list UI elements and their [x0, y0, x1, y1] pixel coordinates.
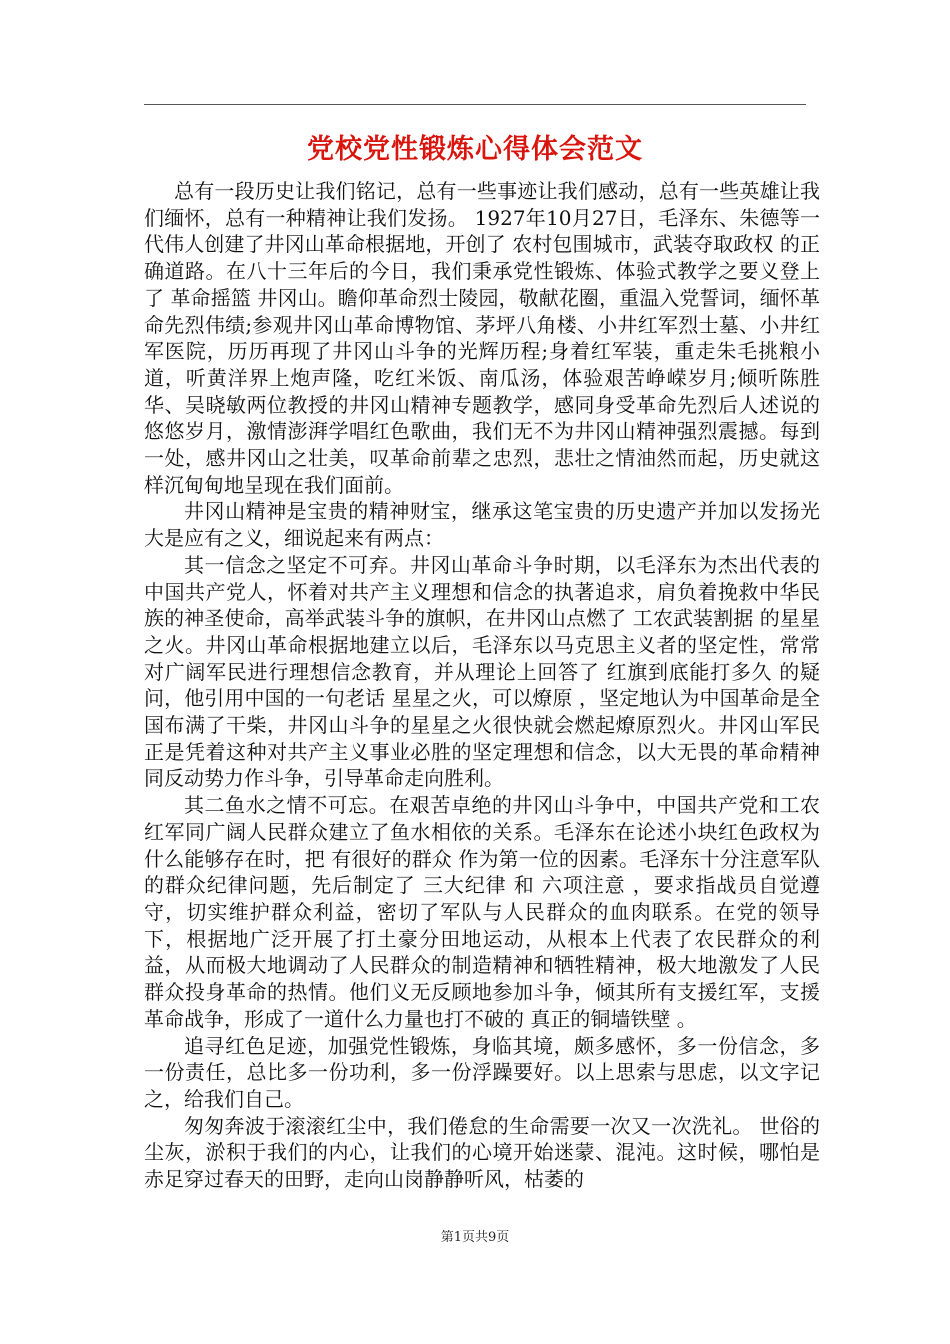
paragraph: 追寻红色足迹，加强党性锻炼，身临其境，颇多感怀，多一份信念，多一份责任，总比多一份功利，多一份浮躁要好。以上思索与思虑，以文字记之，给我们自己。	[144, 1033, 820, 1111]
document-body	[144, 178, 820, 1196]
paragraph: 总有一段历史让我们铭记，总有一些事迹让我们感动，总有一些英雄让我们缅怀，总有一种精神让我们发扬。 1927年10月27日，毛泽东、朱德等一代伟人创建了井冈山革命根据地，开创了 农村包围城市，武装夺取政权 的正确道路。在八十三年后的今日，我们秉承党性锻炼、体验式教学之要义登上了 革命摇篮 井冈山。瞻仰革命烈士陵园，敬献花圈，重温入党誓词，缅怀革命先烈伟绩;参观井冈山革命博物馆、茅坪八角楼、小井红军烈士墓、小井红军医院，历历再现了井冈山斗争的光辉历程;身着红军装，重走朱毛挑粮小道，听黄洋界上炮声隆，吃红米饭、南瓜汤，体验艰苦峥嵘岁月;倾听陈胜华、吴晓敏两位教授的井冈山精神专题教学，感同身受革命先烈后人述说的悠悠岁月，激情澎湃学唱红色歌曲，我们无不为井冈山精神强烈震撼。每到一处，感井冈山之壮美，叹革命前辈之忠烈，悲壮之情油然而起，历史就这样沉甸甸地呈现在我们面前。	[144, 179, 820, 497]
page-footer	[0, 1229, 950, 1247]
paragraph: 井冈山精神是宝贵的精神财宝，继承这笔宝贵的历史遗产并加以发扬光大是应有之义，细说起来有两点：	[144, 499, 820, 551]
paragraph: 其一信念之坚定不可弃。井冈山革命斗争时期，以毛泽东为杰出代表的中国共产党人，怀着对共产主义理想和信念的执著追求，肩负着挽救中华民族的神圣使命，高举武装斗争的旗帜，在井冈山点燃了 工农武装割据 的星星之火。井冈山革命根据地建立以后，毛泽东以马克思主义者的坚定性，常常对广阔军民进行理想信念教育，并从理论上回答了 红旗到底能打多久 的疑问，他引用中国的一句老话 星星之火，可以燎原 ，坚定地认为中国革命是全国布满了干柴，井冈山斗争的星星之火很快就会燃起燎原烈火。井冈山军民正是凭着这种对共产主义事业必胜的坚定理想和信念，以大无畏的革命精神同反动势力作斗争，引导革命走向胜利。	[144, 552, 820, 791]
document-title: 党校党性锻炼心得体会范文	[307, 134, 643, 165]
header-rule	[144, 104, 806, 105]
paragraph: 匆匆奔波于滚滚红尘中，我们倦怠的生命需要一次又一次洗礼。 世俗的尘灰，淤积于我们的内心，让我们的心境开始迷蒙、混沌。这时候，哪怕是赤足穿过春天的田野，走向山岗静静听风，枯萎的	[144, 1113, 820, 1192]
page-number: 第1页共9页	[440, 1230, 510, 1245]
paragraph: 其二鱼水之情不可忘。在艰苦卓绝的井冈山斗争中，中国共产党和工农红军同广阔人民群众建立了鱼水相依的关系。毛泽东在论述小块红色政权为什么能够存在时，把 有很好的群众 作为第一位的因素。毛泽东十分注意军队的群众纪律问题，先后制定了 三大纪律 和 六项注意 ，要求指战员自觉遵守，切实维护群众利益，密切了军队与人民群众的血肉联系。在党的领导下，根据地广泛开展了打土豪分田地运动，从根本上代表了农民群众的利益，从而极大地调动了人民群众的制造精神和牺牲精神，极大地激发了人民群众投身革命的热情。他们义无反顾地参加斗争，倾其所有支援红军，支援革命战争，形成了一道什么力量也打不破的 真正的铜墙铁壁 。	[144, 793, 820, 1031]
